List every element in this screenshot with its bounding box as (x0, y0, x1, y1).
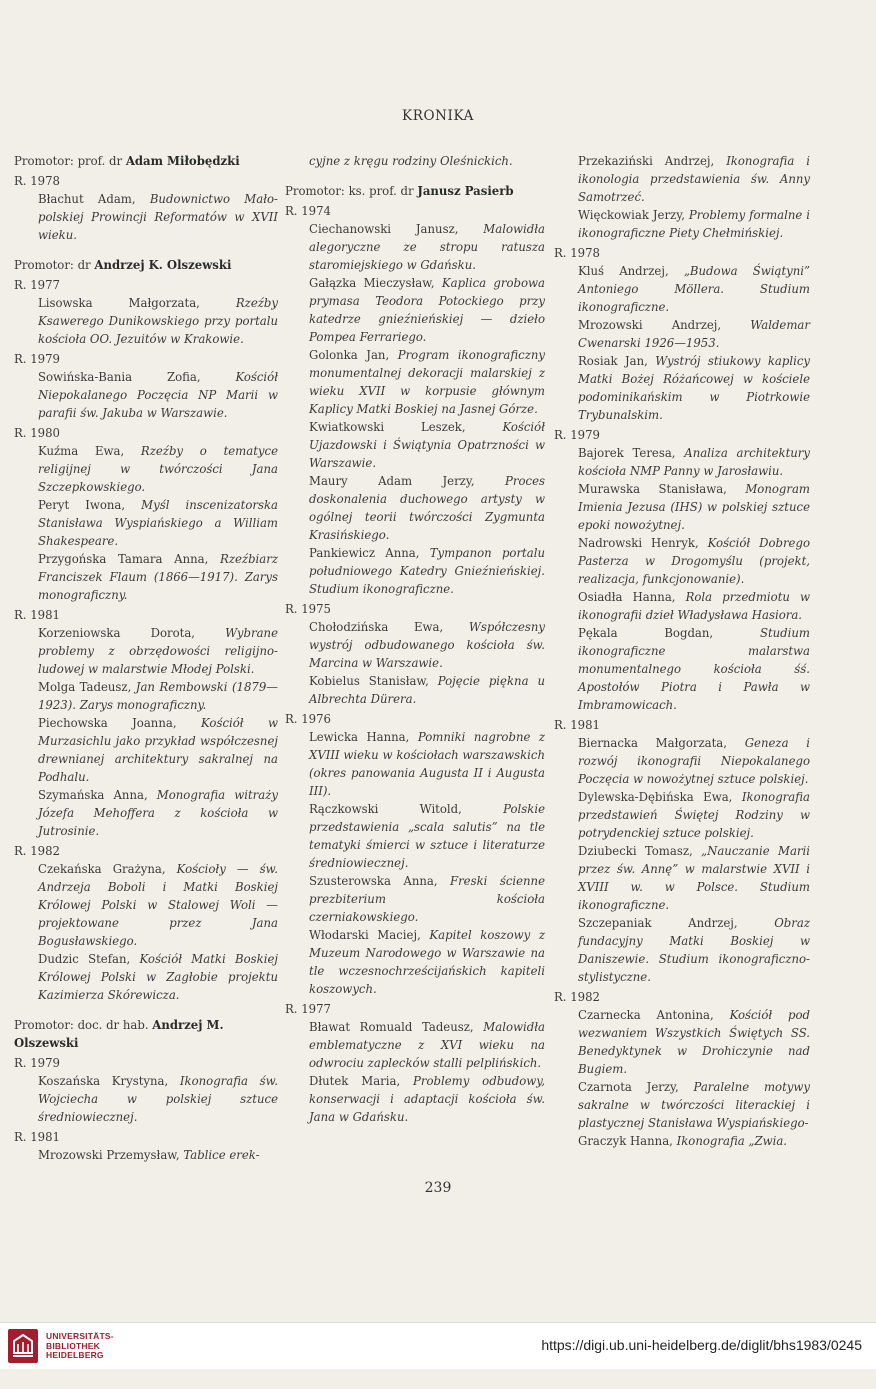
entry-author: Pękala Bogdan, (578, 626, 760, 640)
thesis-entry (285, 872, 545, 926)
thesis-entry (285, 800, 545, 872)
entry-author: Czarnecka Antonina, (578, 1008, 730, 1022)
entry-author: Kwiatkowski Leszek, (309, 420, 503, 434)
entry-author: Korzeniowska Dorota, (38, 626, 226, 640)
year-heading: R. 1974 (285, 204, 331, 218)
thesis-entry (554, 262, 810, 316)
entry-title: Rola przedmiotu w ikonografii dzieł Władysława Hasiora. (578, 590, 811, 622)
promotor-name: Adam Miłobędzki (125, 154, 240, 168)
entry-author: Mrozowski Przemysław, (38, 1148, 184, 1162)
entry-author: Peryt Iwona, (38, 498, 142, 512)
thesis-entry (285, 418, 545, 472)
thesis-entry (14, 368, 278, 422)
promotor-label: Promotor: doc. dr hab. (14, 1018, 153, 1032)
thesis-entry (14, 624, 278, 678)
entry-author: Ciechanowski Janusz, (309, 222, 484, 236)
thesis-entry (285, 544, 545, 598)
entry-author: Przygońska Tamara Anna, (38, 552, 221, 566)
thesis-entry (554, 480, 810, 534)
thesis-entry (285, 672, 545, 708)
entry-author: Lisowska Małgorzata, (38, 296, 236, 310)
entry-title: Pojęcie piękna u Albrechta Dürera. (309, 674, 545, 706)
promotor-heading (14, 152, 278, 170)
year-heading: R. 1978 (554, 246, 600, 260)
thesis-entry (14, 550, 278, 604)
entry-author: Szymańska Anna, (38, 788, 157, 802)
promotor-label: Promotor: ks. prof. dr (285, 184, 418, 198)
entry-author: Czekańska Grażyna, (38, 862, 177, 876)
column-middle (285, 152, 545, 1126)
entry-title: Wystrój stiukowy kaplicy Matki Bożej Różańcowej w kościele podominikańskim w Piotrkowie Trybunalskim. (578, 354, 810, 422)
entry-title: Ikonografia przedstawień Świętej Rodziny w potrydenckiej sztuce polskiej. (578, 790, 810, 840)
entry-title: Freski ścienne prezbiterium kościoła czerniakowskiego. (309, 874, 545, 924)
entry-title: Współczesny wystrój odbudowanego kościoła św. Marcina w Warszawie. (309, 620, 545, 670)
entry-title: Pomniki nagrobne z XVIII wieku w kościołach warszawskich (okres panowania Augusta II i Augusta III). (309, 730, 545, 798)
thesis-entry (554, 842, 810, 914)
entry-title: Rzeźby Ksawerego Dunikowskiego przy portalu kościoła OO. Jezuitów w Krakowie. (38, 296, 278, 346)
running-header: KRONIKA (402, 108, 474, 124)
entry-author: Więckowiak Jerzy, (578, 208, 689, 222)
thesis-entry (14, 190, 278, 244)
entry-title: Obraz fundacyjny Matki Boskiej w Daniszewie. Studium ikonograficzno-stylistyczne. (578, 916, 810, 984)
entry-title: Jan Rembowski (1879—1923). Zarys monograficzny. (38, 680, 278, 712)
entry-author: Włodarski Maciej, (309, 928, 430, 942)
entry-title: Rzeźbiarz Franciszek Flaum (1866—1917). Zarys monograficzny. (38, 552, 278, 602)
thesis-entry (285, 274, 545, 346)
entry-author: Graczyk Hanna, (578, 1134, 677, 1148)
entry-author: Gałązka Mieczysław, (309, 276, 442, 290)
entry-author: Piechowska Joanna, (38, 716, 201, 730)
entry-title: Kościół Ujazdowski i Świątynia Opatrzności w Warszawie. (309, 420, 545, 470)
thesis-entry (14, 1072, 278, 1126)
thesis-entry (554, 206, 810, 242)
entry-author: Sowińska-Bania Zofia, (38, 370, 236, 384)
thesis-entry (554, 624, 810, 714)
promotor-name: Andrzej M. Olszewski (14, 1018, 224, 1050)
entry-title: Monogram Imienia Jezusa (IHS) w polskiej sztuce epoki nowożytnej. (578, 482, 810, 532)
entry-title: Tablice erek- (183, 1148, 260, 1162)
entry-title: Geneza i rozwój ikonografii Niepokalanego Poczęcia w nowożytnej sztuce polskiej. (578, 736, 811, 786)
thesis-entry (554, 352, 810, 424)
entry-author: Rączkowski Witold, (309, 802, 504, 816)
entry-title: Kościół Niepokalanego Poczęcia NP Marii w parafii św. Jakuba w Warszawie. (38, 370, 278, 420)
entry-author: Błachut Adam, (38, 192, 150, 206)
entry-title: „Nauczanie Marii przez św. Annę” w malarstwie XVII i XVIII w. w Polsce. Studium ikonograficzne. (578, 844, 810, 912)
thesis-entry (285, 1072, 545, 1126)
logo-line: BIBLIOTHEK (46, 1340, 100, 1351)
thesis-entry (554, 534, 810, 588)
year-heading: R. 1980 (14, 426, 60, 440)
thesis-entry (285, 472, 545, 544)
entry-author: Szusterowska Anna, (309, 874, 450, 888)
entry-author: Koszańska Krystyna, (38, 1074, 180, 1088)
year-heading: R. 1982 (554, 990, 600, 1004)
year-heading: R. 1979 (14, 1056, 60, 1070)
entry-title: Proces doskonalenia duchowego artysty w ogólnej teorii twórczości Zygmunta Krasińskiego. (309, 474, 545, 542)
promotor-name: Janusz Pasierb (417, 184, 514, 198)
entry-title: Kapitel koszowy z Muzeum Narodowego w Warszawie na tle wczesnochrześcijańskich kapiteli koszowych. (309, 928, 545, 996)
entry-title: Analiza architektury kościoła NMP Panny w Jarosławiu. (578, 446, 810, 478)
logo-line: UNIVERSITÄTS- (46, 1331, 114, 1341)
entry-author: Golonka Jan, (309, 348, 398, 362)
entry-title: Rzeźby o tematyce religijnej w twórczości Jana Szczepkowskiego. (38, 444, 278, 494)
year-heading: R. 1981 (554, 718, 600, 732)
thesis-entry (285, 728, 545, 800)
thesis-entry (554, 788, 810, 842)
thesis-entry (14, 294, 278, 348)
entry-title: Waldemar Cwenarski 1926—1953. (578, 318, 810, 350)
thesis-entry (14, 442, 278, 496)
thesis-entry (14, 678, 278, 714)
thesis-entry (14, 1146, 278, 1164)
entry-author: Kluś Andrzej, (578, 264, 684, 278)
thesis-entry (14, 950, 278, 1004)
entry-title: Ikonografia i ikonologia przedstawienia św. Anny Samotrzeć. (578, 154, 810, 204)
year-heading: R. 1979 (554, 428, 600, 442)
promotor-label: Promotor: prof. dr (14, 154, 126, 168)
entry-title: Kościół Dobrego Pasterza w Drogomyślu (projekt, realizacja, funkcjonowanie). (578, 536, 810, 586)
thesis-entry (285, 926, 545, 998)
entry-author: Kuźma Ewa, (38, 444, 141, 458)
entry-author: Mrozowski Andrzej, (578, 318, 751, 332)
thesis-entry (554, 316, 810, 352)
entry-author: Bławat Romuald Tadeusz, (309, 1020, 484, 1034)
entry-author: Molga Tadeusz, (38, 680, 136, 694)
entry-title: Kościoły — św. Andrzeja Boboli i Matki Boskiej Królowej Polski w Stalowej Woli — projektowane przez Jana Bogusławskiego. (38, 862, 278, 948)
entry-title: Problemy odbudowy, konserwacji i adaptacji kościoła św. Jana w Gdańsku. (309, 1074, 545, 1124)
library-logo-text[interactable] (46, 1332, 114, 1361)
entry-author: Czarnota Jerzy, (578, 1080, 694, 1094)
entry-author: Dylewska-Dębińska Ewa, (578, 790, 742, 804)
entry-author: Biernacka Małgorzata, (578, 736, 745, 750)
page-number: 239 (424, 1180, 452, 1196)
entry-author: Maury Adam Jerzy, (309, 474, 506, 488)
entry-title: Malowidła emblematyczne z XVI wieku na odwrociu zaplecków stalli pelplińskich. (309, 1020, 545, 1070)
thesis-entry (554, 444, 810, 480)
year-heading: R. 1976 (285, 712, 331, 726)
year-heading: R. 1977 (14, 278, 60, 292)
column-right (554, 152, 810, 1150)
entry-author: Chołodzińska Ewa, (309, 620, 469, 634)
thesis-entry (285, 220, 545, 274)
entry-author: Dudzic Stefan, (38, 952, 140, 966)
thesis-entry (554, 1006, 810, 1078)
entry-title: Polskie przedstawienia „scala salutis” na tle tematyki śmierci w sztuce i literaturze średniowiecznej. (309, 802, 545, 870)
entry-title: Monografia witraży Józefa Mehoffera z kościoła w Jutrosinie. (38, 788, 278, 838)
entry-author: Szczepaniak Andrzej, (578, 916, 775, 930)
source-url[interactable]: https://digi.ub.uni-heidelberg.de/diglit/bhs1983/0245 (541, 1337, 862, 1353)
entry-author: Rosiak Jan, (578, 354, 656, 368)
entry-title: Kaplica grobowa prymasa Teodora Potockiego przy katedrze gnieźnieńskiej — dzieło Pompea Ferrariego. (309, 276, 546, 344)
promotor-heading (285, 182, 545, 200)
entry-title: Ikonografia „Zwia. (676, 1134, 788, 1148)
thesis-entry (14, 786, 278, 840)
year-heading: R. 1979 (14, 352, 60, 366)
year-heading: R. 1978 (14, 174, 60, 188)
entry-author: Pankiewicz Anna, (309, 546, 430, 560)
entry-title: Wybrane problemy z obrzędowości religijno-ludowej w malarstwie Młodej Polski. (38, 626, 278, 676)
entry-title: Paralelne motywy sakralne w twórczości literackiej i plastycznej Stanisława Wyspiańskiego- (578, 1080, 810, 1130)
promotor-name: Andrzej K. Olszewski (94, 258, 232, 272)
column-left (14, 152, 278, 1164)
thesis-entry (285, 618, 545, 672)
thesis-entry (554, 152, 810, 206)
entry-title: Program ikonograficzny monumentalnej dekoracji malarskiej z wieku XVII w korpusie głównym Kaplicy Matki Boskiej na Jasnej Górze. (309, 348, 545, 416)
promotor-label: Promotor: dr (14, 258, 95, 272)
entry-author: Kobielus Stanisław, (309, 674, 438, 688)
thesis-entry (285, 1018, 545, 1072)
entry-title: Malowidła alegoryczne ze stropu ratusza staromiejskiego w Gdańsku. (309, 222, 545, 272)
entry-title: „Budowa Świątyni” Antoniego Möllera. Studium ikonograficzne. (578, 264, 811, 314)
entry-title: Kościół Matki Boskiej Królowej Polski w Zagłobie projektu Kazimierza Skórewicza. (38, 952, 278, 1002)
entry-title: Studium ikonograficzne malarstwa monumentalnego kościoła śś. Apostołów Piotra i Pawła w Imbramowicach. (578, 626, 810, 712)
year-heading: R. 1981 (14, 1130, 60, 1144)
entry-title: Kościół pod wezwaniem Wszystkich Świętych SS. Benedyktynek w Drohiczynie nad Bugiem. (578, 1008, 810, 1076)
thesis-entry (554, 588, 810, 624)
entry-author: Bajorek Teresa, (578, 446, 685, 460)
entry-author: Dłutek Maria, (309, 1074, 414, 1088)
year-heading: R. 1982 (14, 844, 60, 858)
entry-author: Przekaziński Andrzej, (578, 154, 727, 168)
entry-title: Ikonografia św. Wojciecha w polskiej sztuce średniowiecznej. (38, 1074, 278, 1124)
promotor-heading (14, 1016, 278, 1052)
thesis-entry (14, 496, 278, 550)
promotor-heading (14, 256, 278, 274)
year-heading: R. 1977 (285, 1002, 331, 1016)
entry-title: cyjne z kręgu rodziny Oleśnickich. (309, 154, 513, 168)
thesis-entry (554, 914, 810, 986)
entry-continuation (285, 152, 545, 170)
thesis-entry (554, 1078, 810, 1132)
entry-author: Nadrowski Henryk, (578, 536, 708, 550)
thesis-entry (554, 734, 810, 788)
thesis-entry (14, 714, 278, 786)
thesis-entry (14, 860, 278, 950)
logo-line: HEIDELBERG (46, 1350, 104, 1360)
thesis-entry (554, 1132, 810, 1150)
entry-title: Kościół w Murzasichlu jako przykład współczesnej drewnianej architektury sakralnej na Podhalu. (38, 716, 279, 784)
year-heading: R. 1975 (285, 602, 331, 616)
entry-title: Budownictwo Mało-polskiej Prowincji Reformatów w XVII wieku. (38, 192, 278, 242)
entry-author: Murawska Stanisława, (578, 482, 746, 496)
entry-author: Dziubecki Tomasz, (578, 844, 702, 858)
entry-title: Myśl inscenizatorska Stanisława Wyspiańskiego a William Shakespeare. (38, 498, 278, 548)
library-logo-icon[interactable] (8, 1329, 38, 1363)
footer-bar (0, 1322, 876, 1369)
entry-title: Tympanon portalu południowego Katedry Gnieźnieńskiej. Studium ikonograficzne. (309, 546, 545, 596)
year-heading: R. 1981 (14, 608, 60, 622)
thesis-entry (285, 346, 545, 418)
entry-author: Osiadła Hanna, (578, 590, 686, 604)
entry-author: Lewicka Hanna, (309, 730, 418, 744)
entry-title: Problemy formalne i ikonograficzne Piety Chełmińskiej. (578, 208, 810, 240)
